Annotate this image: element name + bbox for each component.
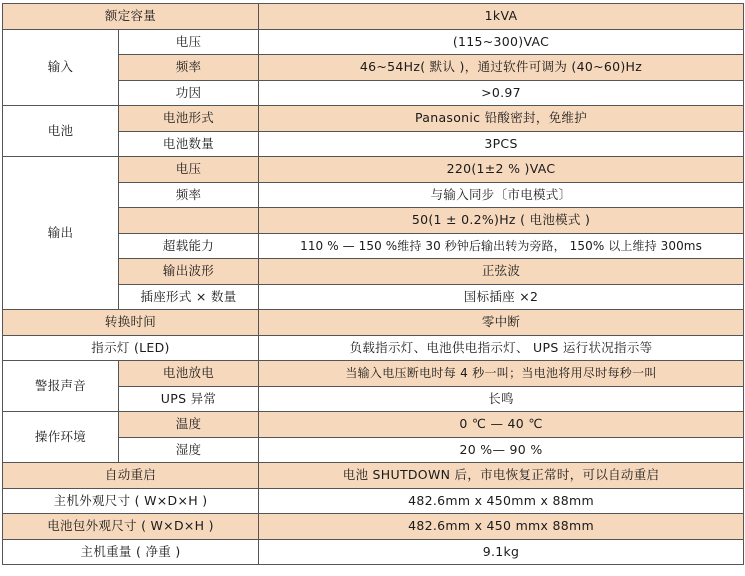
alarm-ups-fault-label: UPS 异常 — [119, 386, 259, 412]
input-voltage-label: 电压 — [119, 29, 259, 55]
alarm-group-label: 警报声音 — [3, 361, 119, 412]
table-row — [3, 335, 744, 361]
main-weight-value: 9.1kg — [259, 539, 744, 565]
battery-count-label: 电池数量 — [119, 131, 259, 157]
table-row — [3, 514, 744, 540]
main-dimensions-value: 482.6mm x 450mm x 88mm — [259, 488, 744, 514]
main-weight-label: 主机重量 ( 净重 ) — [3, 539, 259, 565]
pack-dimensions-label: 电池包外观尺寸 ( W×D×H ) — [3, 514, 259, 540]
table-row — [3, 4, 744, 30]
output-frequency-battery-label — [119, 208, 259, 234]
rated-capacity-value: 1kVA — [259, 4, 744, 30]
environment-humidity-label: 湿度 — [119, 437, 259, 463]
output-overload-value: 110 % — 150 %维持 30 秒钟后输出转为旁路， 150% 以上维持 300ms — [259, 233, 744, 259]
battery-group-label: 电池 — [3, 106, 119, 157]
output-voltage-label: 电压 — [119, 157, 259, 183]
main-dimensions-label: 主机外观尺寸 ( W×D×H ) — [3, 488, 259, 514]
environment-group-label: 操作环境 — [3, 412, 119, 463]
environment-humidity-value: 20 %— 90 % — [259, 437, 744, 463]
output-waveform-value: 正弦波 — [259, 259, 744, 285]
rated-capacity-label: 额定容量 — [3, 4, 259, 30]
output-frequency-label: 频率 — [119, 182, 259, 208]
table-row — [3, 310, 744, 336]
output-voltage-value: 220(1±2 % )VAC — [259, 157, 744, 183]
table-row — [3, 29, 744, 55]
indicator-label: 指示灯 (LED) — [3, 335, 259, 361]
transfer-time-label: 转换时间 — [3, 310, 259, 336]
input-group-label: 输入 — [3, 29, 119, 106]
table-row — [3, 488, 744, 514]
auto-restart-label: 自动重启 — [3, 463, 259, 489]
indicator-value: 负载指示灯、电池供电指示灯、 UPS 运行状况指示等 — [259, 335, 744, 361]
output-waveform-label: 输出波形 — [119, 259, 259, 285]
transfer-time-value: 零中断 — [259, 310, 744, 336]
table-row — [3, 539, 744, 565]
alarm-battery-discharge-value: 当输入电压断电时每 4 秒一叫；当电池将用尽时每秒一叫 — [259, 361, 744, 387]
table-row — [3, 361, 744, 387]
output-socket-label: 插座形式 × 数量 — [119, 284, 259, 310]
table-row — [3, 106, 744, 132]
output-group-label: 输出 — [3, 157, 119, 310]
output-frequency-battery-value: 50(1 ± 0.2%)Hz ( 电池模式 ) — [259, 208, 744, 234]
alarm-ups-fault-value: 长鸣 — [259, 386, 744, 412]
input-voltage-value: (115~300)VAC — [259, 29, 744, 55]
environment-temperature-label: 温度 — [119, 412, 259, 438]
output-overload-label: 超载能力 — [119, 233, 259, 259]
alarm-battery-discharge-label: 电池放电 — [119, 361, 259, 387]
input-frequency-value: 46~54Hz( 默认 )，通过软件可调为 (40~60)Hz — [259, 55, 744, 81]
table-row — [3, 463, 744, 489]
table-row — [3, 412, 744, 438]
environment-temperature-value: 0 ℃ — 40 ℃ — [259, 412, 744, 438]
auto-restart-value: 电池 SHUTDOWN 后，市电恢复正常时，可以自动重启 — [259, 463, 744, 489]
spec-table — [2, 3, 744, 565]
table-row — [3, 157, 744, 183]
battery-count-value: 3PCS — [259, 131, 744, 157]
output-frequency-value: 与输入同步〔市电模式〕 — [259, 182, 744, 208]
output-socket-value: 国标插座 ×2 — [259, 284, 744, 310]
input-power-factor-label: 功因 — [119, 80, 259, 106]
battery-type-label: 电池形式 — [119, 106, 259, 132]
input-power-factor-value: >0.97 — [259, 80, 744, 106]
input-frequency-label: 频率 — [119, 55, 259, 81]
battery-type-value: Panasonic 铅酸密封，免维护 — [259, 106, 744, 132]
pack-dimensions-value: 482.6mm x 450 mmx 88mm — [259, 514, 744, 540]
